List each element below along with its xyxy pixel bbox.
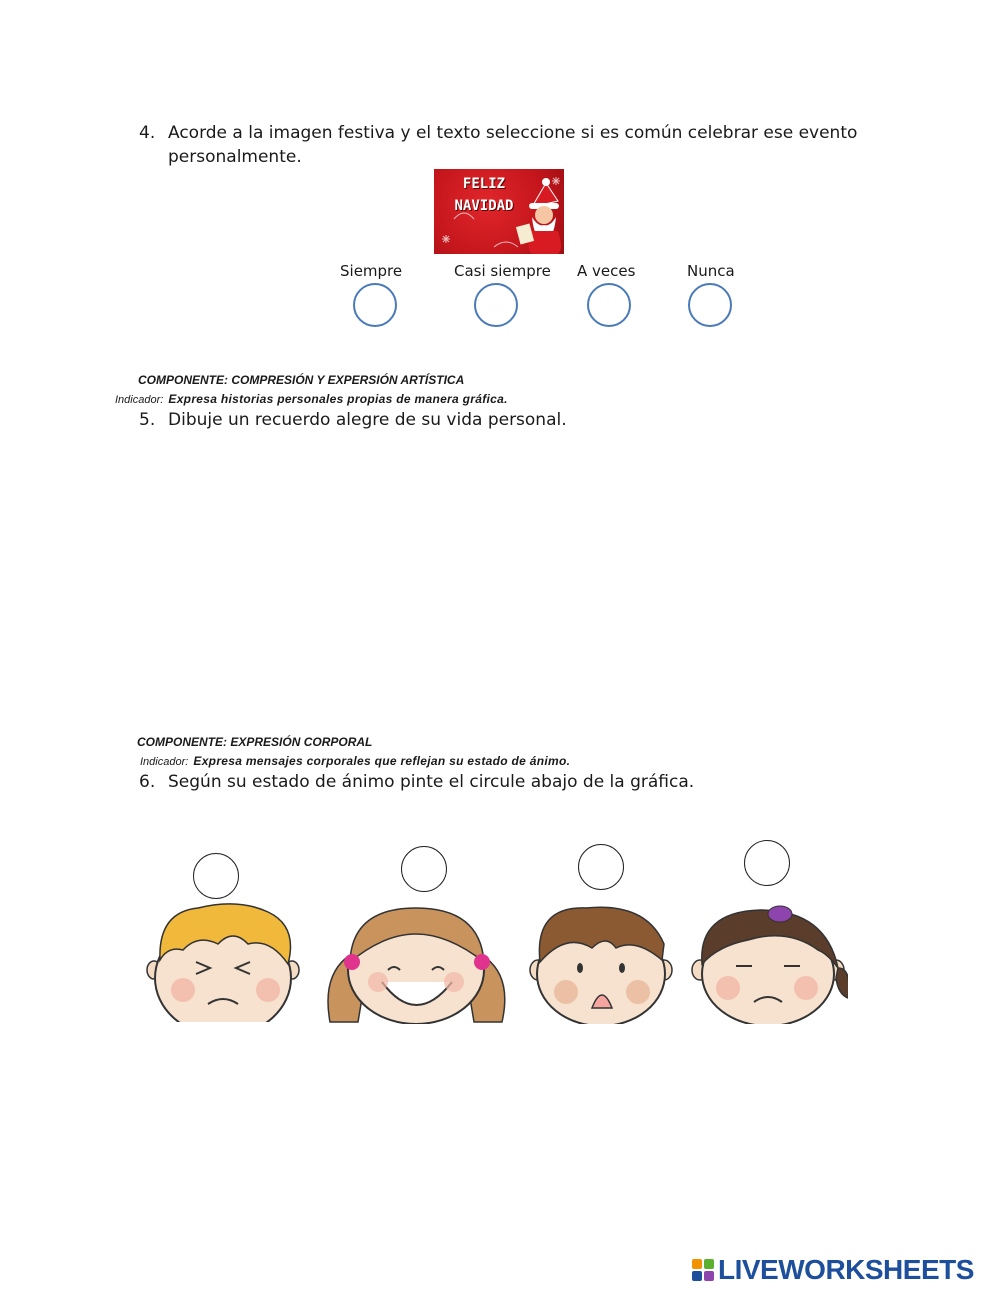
mood-circle-sad[interactable]	[744, 840, 790, 886]
question-4-line-2: personalmente.	[168, 147, 302, 167]
option-label-siempre: Siempre	[340, 262, 403, 280]
question-5-text: Dibuje un recuerdo alegre de su vida personal.	[168, 410, 567, 430]
question-5-number: 5.	[139, 410, 156, 430]
logo-text: LIVEWORKSHEETS	[718, 1254, 974, 1285]
logo-blocks-icon	[692, 1259, 714, 1281]
option-label-a-veces: A veces	[577, 262, 636, 280]
component-heading-corporal: COMPONENTE: EXPRESIÓN CORPORAL	[137, 735, 373, 749]
logo-block-orange	[692, 1259, 702, 1269]
indicator-text: Expresa historias personales propias de manera gráfica.	[168, 392, 508, 406]
angry-boy-face-icon	[138, 904, 313, 1024]
santa-claus-icon	[434, 169, 564, 254]
mood-circle-angry[interactable]	[193, 853, 239, 899]
indicator-label: Indicador:	[140, 756, 189, 768]
question-4-line-1: Acorde a la imagen festiva y el texto seleccione si es común celebrar ese evento	[168, 123, 858, 143]
happy-girl-face-icon	[328, 908, 505, 1024]
sad-girl-face-icon	[692, 906, 848, 1024]
logo-block-green	[704, 1259, 714, 1269]
card-line-1: FELIZ	[462, 176, 506, 192]
indicator-label: Indicador:	[115, 394, 164, 406]
mood-circle-surprised[interactable]	[578, 844, 624, 890]
question-4-number: 4.	[139, 123, 156, 143]
feliz-navidad-image	[434, 169, 564, 254]
liveworksheets-logo	[692, 1256, 974, 1284]
surprised-boy-face-icon	[530, 907, 672, 1024]
radio-siempre[interactable]	[353, 283, 397, 327]
indicator-corporal	[140, 750, 570, 769]
component-heading-artistica: COMPONENTE: COMPRESIÓN Y EXPERSIÓN ARTÍSTICA	[138, 373, 465, 387]
logo-block-blue	[692, 1271, 702, 1281]
card-line-2: NAVIDAD	[454, 198, 514, 214]
logo-block-purple	[704, 1271, 714, 1281]
option-label-casi-siempre: Casi siempre	[454, 262, 551, 280]
faces-strip	[138, 898, 848, 1024]
mood-circle-happy[interactable]	[401, 846, 447, 892]
question-4-text	[168, 121, 857, 169]
radio-casi-siempre[interactable]	[474, 283, 518, 327]
question-6-number: 6.	[139, 772, 156, 792]
option-label-nunca: Nunca	[687, 262, 735, 280]
indicator-artistica	[115, 388, 508, 407]
indicator-text: Expresa mensajes corporales que reflejan su estado de ánimo.	[193, 754, 571, 768]
radio-nunca[interactable]	[688, 283, 732, 327]
drawing-area[interactable]	[139, 440, 859, 720]
radio-a-veces[interactable]	[587, 283, 631, 327]
question-6-text: Según su estado de ánimo pinte el circule abajo de la gráfica.	[168, 772, 695, 792]
